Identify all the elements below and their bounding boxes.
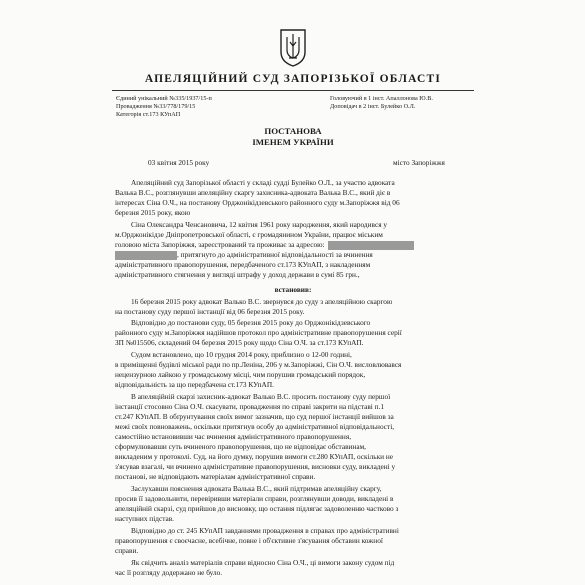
p6-line: постанові, не відповідають матеріалам адміністративної справи. [115, 472, 316, 481]
p4-line: ЗП №015506, складений 04 березня 2015 року щодо Сіна О.Ч. за ст.173 КУпАП. [115, 338, 364, 347]
p7-line: апеляційній скарзі, суд прийшов до висновку, що остання підлягає задоволенню частково з [115, 504, 399, 513]
redacted-address [328, 241, 414, 250]
p6-line: з'ясував взагалі, чи вчинено адміністративне правопорушення, висновки суду, викладені у [115, 462, 396, 471]
p6-line: викладеним у протоколі. Суд, на його думку, порушив вимоги ст.280 КУпАП, оскільки не [115, 452, 393, 461]
p6-line: інстанції стосовно Сіна О.Ч. скасувати, провадження по справі закрити на підставі п.1 [115, 402, 385, 411]
p1-line: Апеляційний суд Запорізької області у складі судді Булейко О.Л., за участю адвоката [131, 178, 395, 187]
court-name: АПЕЛЯЦІЙНИЙ СУД ЗАПОРІЗЬКОЇ ОБЛАСТІ [144, 73, 442, 85]
p2-line: Сіна Олександра Ченсановича, 12 квітня 1961 року народження, який народився у [131, 220, 388, 229]
p9-line: час її розгляду додержано не було. [115, 568, 223, 577]
p1-line: інтересах Сіна О.Ч., на постанову Орджонікідзевського районного суду м.Запоріжжя від 06 [115, 198, 400, 207]
p1-line: березня 2015 року, якою [115, 208, 191, 217]
p6-line: ст.247 КУпАП. В обґрунтування своїх вимог зазначив, що суд першої інстанції вийшов за [115, 412, 394, 421]
p6-line: В апеляційній скарзі захисник-адвокат Валько В.С. просить постанову суду першої [131, 392, 391, 401]
p2-address-line [115, 240, 471, 250]
p8-line: справи. [115, 546, 139, 555]
p6-line: сформулювавши суть вчиненого правопорушення, що не відповідає обставинам, [115, 442, 367, 451]
reporting-judge: Доповідач в 2 інст. Булейко О.Л. [330, 103, 416, 110]
p1-line: Валька В.С., розглянувши апеляційну скаргу захисника-адвоката Валька В.С., який діє в [115, 188, 391, 197]
presiding-judge: Головуючий в 1 інст. Апаллонова Ю.В. [330, 95, 433, 102]
p2-line: головою міста Запоріжжя, зареєстрований та проживає за адресою: [115, 240, 325, 249]
doc-subtitle: ІМЕНЕМ УКРАЇНИ [252, 137, 334, 147]
category: Категорія ст.173 КУпАП [116, 111, 181, 118]
decision-date: 03 квітня 2015 року [148, 158, 210, 167]
p6-line: самостійно встановивши час вчинення адміністративного правопорушення, [115, 432, 352, 441]
p4-line: районного суду м.Запоріжжя надійшов протокол про адміністративне правопорушення серії [115, 328, 402, 337]
p5-line: нецензурною лайкою у громадському місці, чим порушив громадський порядок, [115, 370, 366, 379]
p5-line: Судом встановлено, що 10 грудня 2014 року, приблизно о 12-00 годині, [131, 350, 352, 359]
case-number: Єдиний унікальний №335/1937/15-п [116, 95, 212, 102]
p3-line: 16 березня 2015 року адвокат Валько В.С. звернувся до суду з апеляційною скаргою [131, 297, 393, 306]
p2-line: адміністративного стягнення у вигляді штрафу у доход держави в сумі 85 грн., [115, 270, 360, 279]
p2-line: адміністративного правопорушення, передбаченого ст.173 КУпАП, з накладенням [115, 260, 371, 269]
p9-line: Як свідчить аналіз матеріалів справи відносно Сіна О.Ч., ці вимоги закону судом під [131, 558, 395, 567]
doc-title: ПОСТАНОВА [264, 126, 322, 136]
header-rule [112, 90, 474, 91]
decision-place: місто Запоріжжя [393, 158, 445, 167]
p3-line: на постанову суду першої інстанції від 06 березня 2015 року. [115, 307, 305, 316]
p5-line: в приміщенні будівлі міської ради по пр.Леніна, 206 у м.Запоріжжі, Сін О.Ч. висловлювався [115, 360, 402, 369]
p8-line: правопорушення є своєчасне, всебічне, повне і об'єктивне з'ясування обставин кожної [115, 536, 383, 545]
p4-line: Відповідно до постанови суду, 05 березня 2015 року до Орджонікідзевського [131, 318, 371, 327]
proceeding-number: Провадження №33/778/179/15 [116, 103, 196, 110]
p7-line: просив її задовольнити, перевіривши матеріали справи, розглянувши доводи, викладені в [115, 494, 394, 503]
p2-line [115, 250, 471, 260]
section-heading: встановив: [274, 285, 312, 294]
p2-line-text: , притягнуто до адміністративної відповідальності за вчинення [177, 250, 373, 259]
p6-line: межі своїх повноважень, оскільки притягнув особу до адміністративної відповідальності, [115, 422, 395, 431]
p2-line: м.Орджонікідзе Дніпропетровської області, є громадянином України, працює міським [115, 230, 383, 239]
p7-line: Заслухавши пояснення адвоката Валька В.С., який підтримав апеляційну скаргу, [131, 484, 382, 493]
coat-of-arms-icon [279, 28, 307, 68]
p5-line: відповідальність за що передбачена ст.173 КУпАП. [115, 380, 274, 389]
p8-line: Відповідно до ст. 245 КУпАП завданнями провадження в справах про адміністративні [131, 526, 399, 535]
p7-line: наступних підстав. [115, 514, 174, 523]
redacted-address-cont [115, 251, 177, 260]
